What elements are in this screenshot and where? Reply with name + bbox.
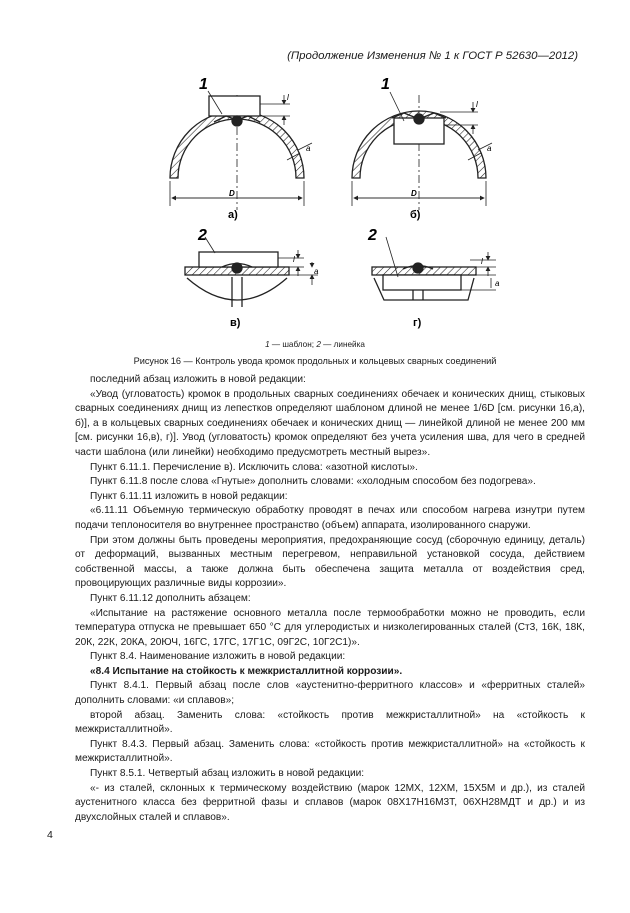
sublabel-v: в) [230, 317, 241, 329]
paragraph: Пункт 6.11.1. Перечисление в). Исключить слова: «азотной кислоты». [90, 461, 418, 473]
figure-caption: Рисунок 16 — Контроль увода кромок продольных и кольцевых сварных соединений [133, 356, 497, 366]
paragraph: Пункт 8.4. Наименование изложить в новой редакции: [90, 651, 346, 663]
label-l-b: l [476, 100, 478, 109]
section-heading-8-4: «8.4 Испытание на стойкость к межкристаллитной коррозии». [90, 665, 403, 677]
legend-text-1: — шаблон; [269, 340, 317, 349]
label-template-a: 1 [199, 76, 208, 93]
paragraph: «6.11.11 Объемную термическую обработку проводят в печах или способом нагрева изнутри путем подачи теплоносителя во внутреннее пространство (объем) аппарата, изолированного снаружи. [75, 505, 585, 531]
paragraph: «- из сталей, склонных к термическому воздействию (марок 12МХ, 12ХМ, 15Х5М и др.), из сталей аустенитного класса без ферритной фазы и сплавов (марок 08Х17Н16М3Т, 06ХН28МДТ и др.) и из двухслойных сталей и сплавов». [75, 782, 585, 823]
label-diameter-a: D [229, 189, 235, 198]
paragraph: последний абзац изложить в новой редакции: [90, 374, 306, 385]
label-a-b: a [487, 144, 492, 153]
continuation-header: (Продолжение Изменения № 1 к ГОСТ Р 52630—2012) [287, 50, 578, 62]
paragraph: Пункт 8.4.3. Первый абзац. Заменить слова: «стойкость против межкристаллитной» на «стойкость к межкристаллитной». [75, 738, 585, 765]
figure-legend [0, 340, 630, 349]
label-ruler-v: 2 [198, 227, 207, 244]
label-a-v: a [314, 267, 319, 276]
label-diameter-b: D [411, 189, 417, 198]
label-l-g: l [481, 257, 483, 266]
paragraph: Пункт 6.11.12 дополнить абзацем: [90, 592, 251, 604]
paragraph: При этом должны быть проведены мероприятия, предохраняющие сосуд (сборочную единицу, деталь) от деформаций, вызванных местным перегревом, неправильной установкой сосуда, действием собственной массы, а также должна быть обеспечена защита металла от воздействия сред, провоцирующих различные виды коррозии». [75, 534, 585, 590]
sublabel-b: б) [410, 209, 421, 221]
label-a-g: a [495, 279, 500, 288]
legend-text-2: — линейка [320, 340, 365, 349]
paragraph: «Увод (угловатость) кромок в продольных сварных соединениях обечаек и конических днищ, стыковых сварных соединениях днищ из лепестков определяют шаблоном длиной не менее 1/6D [см. рисунки 16,а), б)], а в кольцевых сварных соединениях обечаек и конических днищ — линейкой длиной не менее 200 мм [см. рисунки 16,в), г)]. Увод (угловатость) кромок определяют без учета усиления шва, для чего в средней части шаблона (или линейки) необходимо предусмотреть местный вырез». [75, 388, 585, 458]
label-a-a: a [306, 144, 311, 153]
label-l-a: l [287, 93, 289, 102]
label-l-v: l [293, 255, 295, 264]
label-template-b: 1 [381, 76, 390, 93]
paragraph: Пункт 6.11.8 после слова «Гнутые» дополнить словами: «холодным способом без подогрева». [90, 476, 536, 488]
label-ruler-g: 2 [368, 227, 377, 244]
paragraph: Пункт 8.5.1. Четвертый абзац изложить в новой редакции: [90, 768, 365, 780]
legend-number-1: 1 [265, 340, 270, 349]
sublabel-a: а) [228, 209, 238, 221]
diagram-v-joint [185, 252, 289, 307]
figure-16 [0, 0, 630, 360]
paragraph: «Испытание на растяжение основного металла после термообработки можно не проводить, если температура отпуска не превышает 650 °С для углеродистых и низколегированных сталей (Ст3, 16К, 18К, 20К, 22К, 20КА, 20ЮЧ, 16ГС, 17ГС, 17Г1С, 09Г2С, 10Г2С1)». [75, 607, 585, 648]
paragraph: Пункт 6.11.11 изложить в новой редакции: [90, 490, 288, 502]
legend-number-2: 2 [316, 340, 321, 349]
diagram-g-joint [372, 263, 476, 300]
paragraph: второй абзац. Заменить слова: «стойкость против межкристаллитной» на «стойкость к межкристаллитной». [75, 709, 585, 736]
body-text [75, 373, 585, 825]
paragraph: Пункт 8.4.1. Первый абзац после слов «аустенитно-ферритного классов» и «ферритных сталей» дополнить словами: «и сплавов»; [75, 680, 585, 707]
sublabel-g: г) [413, 317, 422, 329]
diagram-b-template [392, 113, 446, 144]
page-number: 4 [47, 829, 53, 841]
